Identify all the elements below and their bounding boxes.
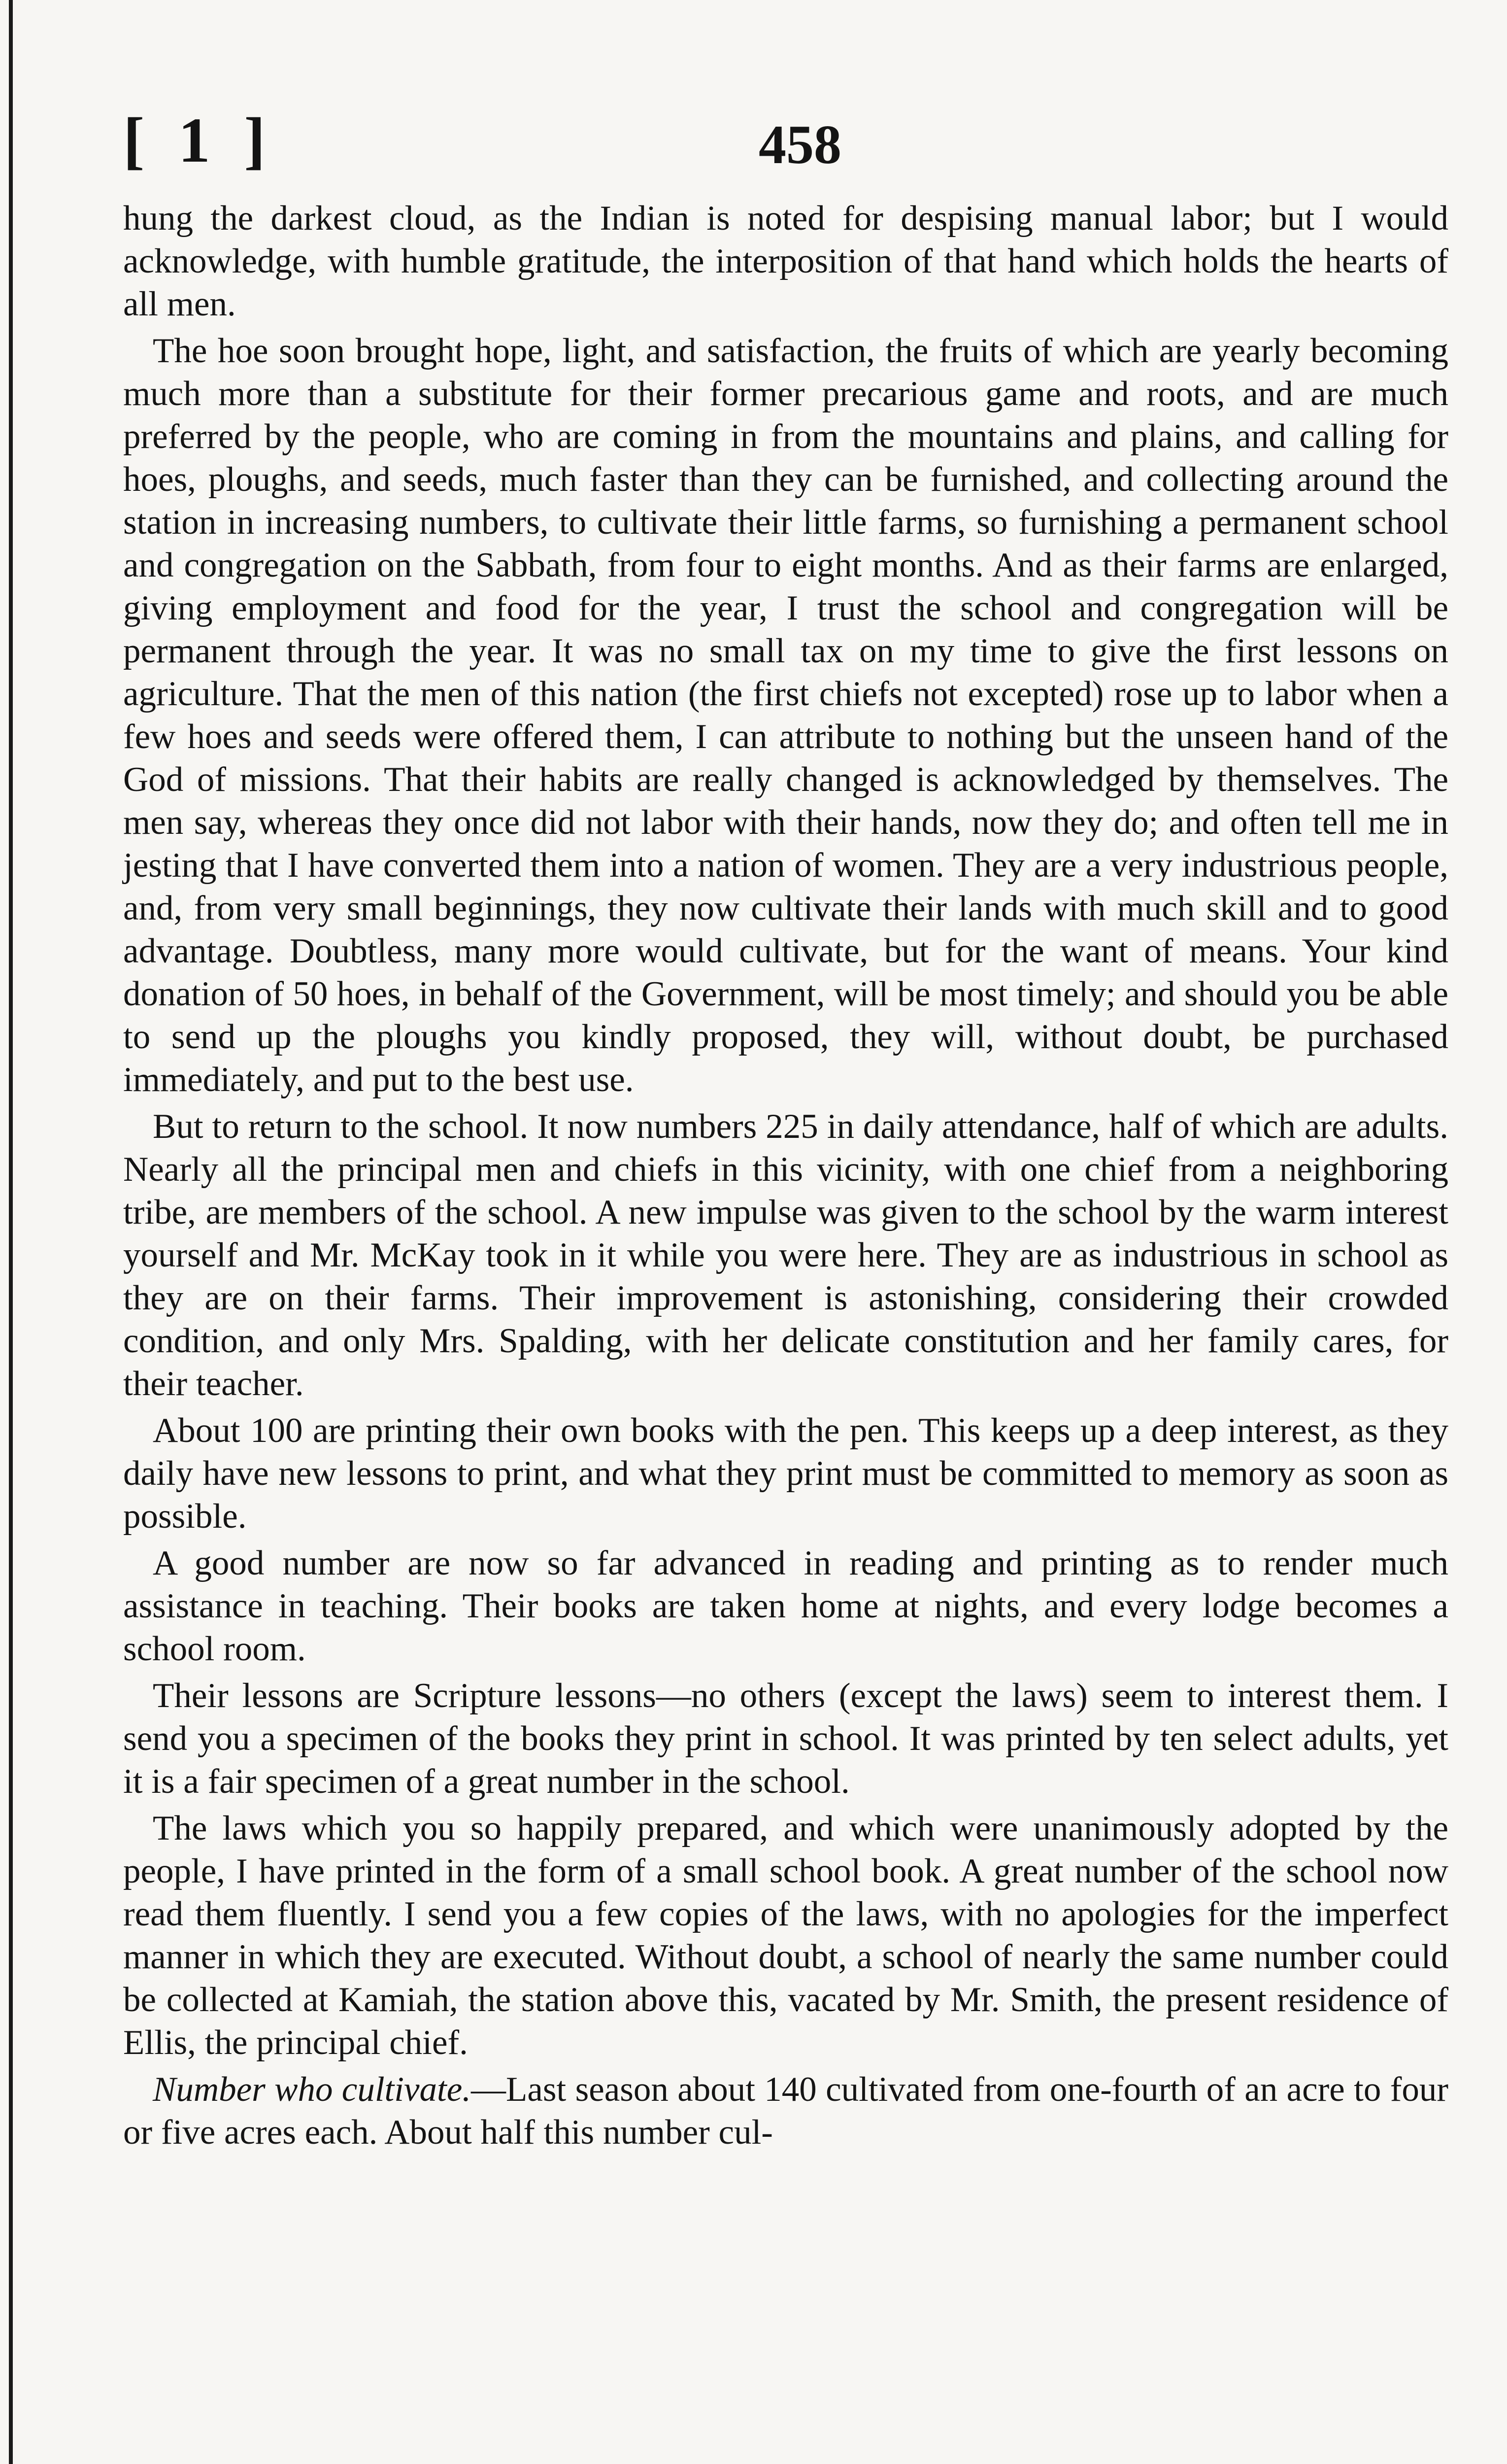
run-in-heading: Number who cultivate. xyxy=(153,2070,471,2109)
paragraph-8 xyxy=(123,2068,1448,2154)
paragraph-6 xyxy=(123,1675,1448,1803)
paragraph-4 xyxy=(123,1409,1448,1538)
signature-mark: [ 1 ] xyxy=(123,105,274,176)
paragraph-text: The laws which you so happily prepared, and which were unanimously adopted by the people, I have printed in the form of a small school book. A great number of the school now read them fluently. I send you a few copies of the laws, with no apologies for the imperfect manner in which they are executed. Without doubt, a school of nearly the same number could be collected at Kamiah, the station above this, vacated by Mr. Smith, the present residence of Ellis, the principal chief. xyxy=(123,1809,1448,2062)
page-number: 458 xyxy=(759,114,841,175)
paragraph-1 xyxy=(123,197,1448,326)
paragraph-5 xyxy=(123,1542,1448,1671)
page-header xyxy=(123,103,1453,182)
paragraph-text: —Last season about 140 cultivated from one-fourth of an acre to four or five acres each. About half this number cul- xyxy=(123,2070,1449,2152)
paragraph-3 xyxy=(123,1105,1448,1405)
paragraph-text: About 100 are printing their own books with the pen. This keeps up a deep interest, as they daily have new lessons to print, and what they print must be committed to memory as soon as possible. xyxy=(123,1411,1448,1536)
paragraph-text: Their lessons are Scripture lessons—no others (except the laws) seem to interest them. I send you a specimen of the books they print in school. It was printed by ten select adults, yet it is a fair specimen of a great number in the school. xyxy=(123,1677,1448,1801)
paragraph-text: The hoe soon brought hope, light, and satisfaction, the fruits of which are yearly becoming much more than a substitute for their former precarious game and roots, and are much preferred by the people, who are coming in from the mountains and plains, and calling for hoes, ploughs, and seeds, much faster than they can be furnished, and collecting around the station in increasing numbers, to cultivate their little farms, so furnishing a permanent school and congregation on the Sabbath, from four to eight months. And as their farms are enlarged, giving employment and food for the year, I trust the school and congregation will be permanent through the year. It was no small tax on my time to give the first lessons on agriculture. That the men of this nation (the first chiefs not excepted) rose up to labor when a few hoes and seeds were offered them, I can attribute to nothing but the unseen hand of the God of missions. That their habits are really changed is acknowledged by themselves. The men say, whereas they once did not labor with their hands, now they do; and often tell me in jesting that I have converted them into a nation of women. They are a very industrious people, and, from very small beginnings, they now cultivate their lands with much skill and to good advantage. Doubtless, many more would cultivate, but for the want of means. Your kind donation of 50 hoes, in behalf of the Government, will be most timely; and should you be able to send up the ploughs you kindly proposed, they will, without doubt, be purchased immediately, and put to the best use. xyxy=(123,332,1448,1099)
paragraph-7 xyxy=(123,1807,1448,2064)
paragraph-text: hung the darkest cloud, as the Indian is noted for despising manual labor; but I would acknowledge, with humble gratitude, the interposition of that hand which holds the hearts of all men. xyxy=(123,199,1448,323)
paragraph-text: A good number are now so far advanced in reading and printing as to render much assistance in teaching. Their books are taken home at nights, and every lodge becomes a school room. xyxy=(123,1544,1448,1668)
paragraph-2 xyxy=(123,330,1448,1101)
body-text xyxy=(123,197,1448,2154)
paragraph-text: But to return to the school. It now numbers 225 in daily attendance, half of which are adults. Nearly all the principal men and chiefs in this vicinity, with one chief from a neighboring tribe, are members of the school. A new impulse was given to the school by the warm interest yourself and Mr. McKay took in it while you were here. They are as industrious in school as they are on their farms. Their improvement is astonishing, considering their crowded condition, and only Mrs. Spalding, with her delicate constitution and her family cares, for their teacher. xyxy=(123,1107,1448,1403)
